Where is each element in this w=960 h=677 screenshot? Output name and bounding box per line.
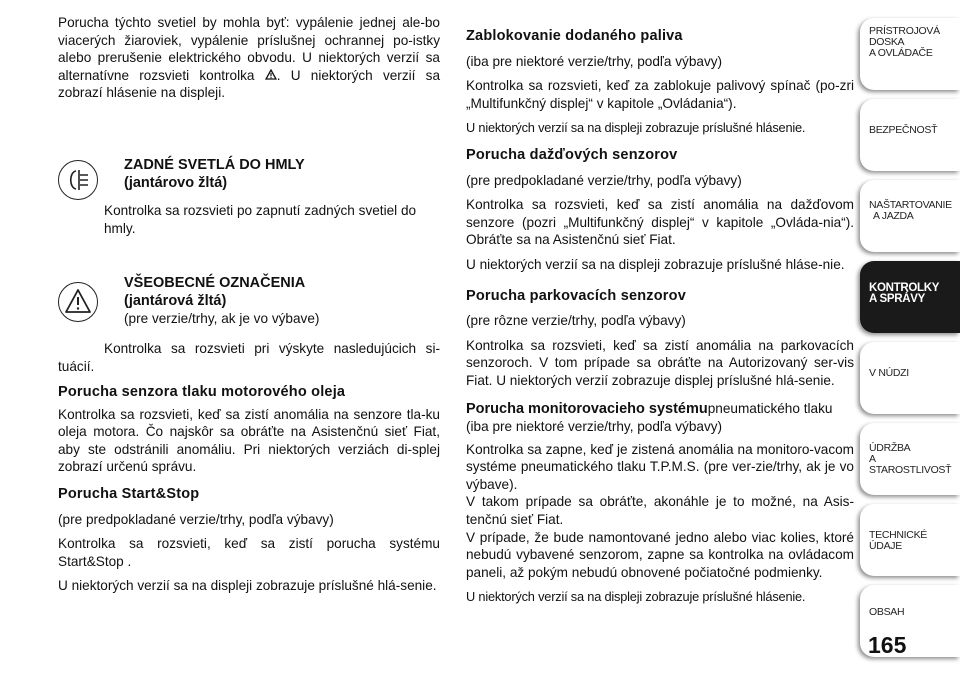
tab-safety[interactable]: BEZPEČNOSŤ xyxy=(860,99,960,171)
tpms-heading xyxy=(466,400,854,436)
startstop-text2: U niektorých verzií sa na displeji zobrazuje príslušné hlá-senie. xyxy=(58,578,437,594)
warning-triangle-icon xyxy=(265,67,277,85)
rain-text2: U niektorých verzií sa na displeji zobrazuje príslušné hláse-nie. xyxy=(466,256,845,272)
general-text: Kontrolka sa rozsvieti pri výskyte nasledujúcich si-tuácií. xyxy=(58,341,440,374)
oil-title: Porucha senzora tlaku motorového oleja xyxy=(58,384,346,400)
fuel-note: (iba pre niektoré verzie/trhy, podľa výbavy) xyxy=(466,53,723,69)
tab-instrument-panel[interactable]: PRÍSTROJOVÁ DOSKA A OVLÁDAČE xyxy=(860,18,960,90)
startstop-title: Porucha Start&Stop xyxy=(58,485,200,502)
parking-note: (pre rôzne verzie/trhy, podľa výbavy) xyxy=(466,313,686,329)
tab-warning-lights[interactable]: KONTROLKY A SPRÁVY xyxy=(860,261,960,333)
fuel-text: Kontrolka sa rozsvieti, keď za zablokuje palivový spínač (po-zri „Multifunkčný displej“ v kapitole „Ovládania“). xyxy=(466,78,854,111)
page-number: 165 xyxy=(868,632,907,658)
parking-text: Kontrolka sa rozsvieti, keď sa zistí anomália na parkovacích senzoroch. V tom prípade sa obráťte na Autorizovaný ser-vis Fiat. U niektorých verzií zobrazuje displej príslušné hlá-senie. xyxy=(466,337,854,388)
general-warning-icon xyxy=(58,282,98,322)
rear-fog-light-icon xyxy=(58,160,98,200)
intro-paragraph: Porucha týchto svetiel by mohla byť: vypálenie jednej ale-bo viacerých žiaroviek, vypálenie príslušnej ochrannej po-istky alebo prerušenie elektrického obvodu. U niektorých verzií sa alternatívne rozsvieti kontrolka . U niektorých verzií sa zobrazí hlásenie na displeji. xyxy=(58,15,441,101)
rain-note: (pre predpokladané verzie/trhy, podľa výbavy) xyxy=(466,172,742,188)
rear-fog-subtitle: (jantárovo žltá) xyxy=(124,175,228,191)
parking-title: Porucha parkovacích senzorov xyxy=(466,287,686,304)
tpms-title: Porucha monitorovacieho systému xyxy=(466,400,708,417)
tpms-text4: U niektorých verzií sa na displeji zobrazuje príslušné hlásenie. xyxy=(466,589,806,605)
rain-text: Kontrolka sa rozsvieti, keď sa zistí anomália na dažďovom senzore (pozri „Multifunkčný displej“ v kapitole „Ovláda-nia“). Obráťte sa na Asistenčnú sieť Fiat. xyxy=(466,197,854,248)
tpms-text2: V takom prípade sa obráťte, akonáhle je to možné, na Asis-tenčnú sieť Fiat. xyxy=(466,494,854,528)
general-subtitle: (jantárová žltá) xyxy=(124,293,227,309)
tpms-text3: V prípade, že bude namontované jedno alebo viac kolies, ktoré nebudú vybavené senzorom, zapne sa kontrolka na ovládacom paneli, až pokým nebudú obnovené počiatočné podmienky. xyxy=(466,529,854,580)
chapter-tabs xyxy=(860,18,960,666)
fuel-title: Zablokovanie dodaného paliva xyxy=(466,28,683,44)
startstop-note: (pre predpokladané verzie/trhy, podľa výbavy) xyxy=(58,511,334,527)
general-note: (pre verzie/trhy, ak je vo výbave) xyxy=(124,311,320,326)
left-column-lower xyxy=(58,384,440,602)
general-title: VŠEOBECNÉ OZNAČENIA xyxy=(124,275,306,291)
rear-fog-title: ZADNÉ SVETLÁ DO HMLY xyxy=(124,157,305,173)
tpms-text: Kontrolka sa zapne, keď je zistená anomália na monitoro-vacom systéme pneumatického tlaku T.P.M.S. (pre ver-zie/trhy, ak je vo výbave). xyxy=(466,441,854,492)
tab-technical-data[interactable]: TECHNICKÉ ÚDAJE xyxy=(860,504,960,576)
left-column xyxy=(58,14,440,109)
right-column xyxy=(466,28,854,613)
tab-index[interactable]: OBSAH xyxy=(860,585,960,657)
tpms-title-tail: pneumatického tlaku (iba pre niektoré verzie/trhy, podľa výbavy) xyxy=(466,400,833,435)
tab-starting-driving[interactable]: NAŠTARTOVANIE A JAZDA xyxy=(860,180,960,252)
oil-text: Kontrolka sa rozsvieti, keď sa zistí anomália na senzore tla-ku oleja motora. Čo najskôr sa obráťte na Asistenčnú sieť Fiat, aby ste odstránili anomáliu. Pri niektorých verziách di-splej zobrazí určenú správu. xyxy=(58,406,440,475)
rear-fog-text: Kontrolka sa rozsvieti po zapnutí zadných svetiel do hmly. xyxy=(104,203,417,236)
tab-maintenance[interactable]: ÚDRŽBA A STAROSTLIVOSŤ xyxy=(860,423,960,495)
rain-title: Porucha dažďových senzorov xyxy=(466,146,678,163)
startstop-text: Kontrolka sa rozsvieti, keď sa zistí porucha systému Start&Stop . xyxy=(58,536,440,569)
tab-emergency[interactable]: V NÚDZI xyxy=(860,342,960,414)
fuel-text2: U niektorých verzií sa na displeji zobrazuje príslušné hlásenie. xyxy=(466,120,806,136)
